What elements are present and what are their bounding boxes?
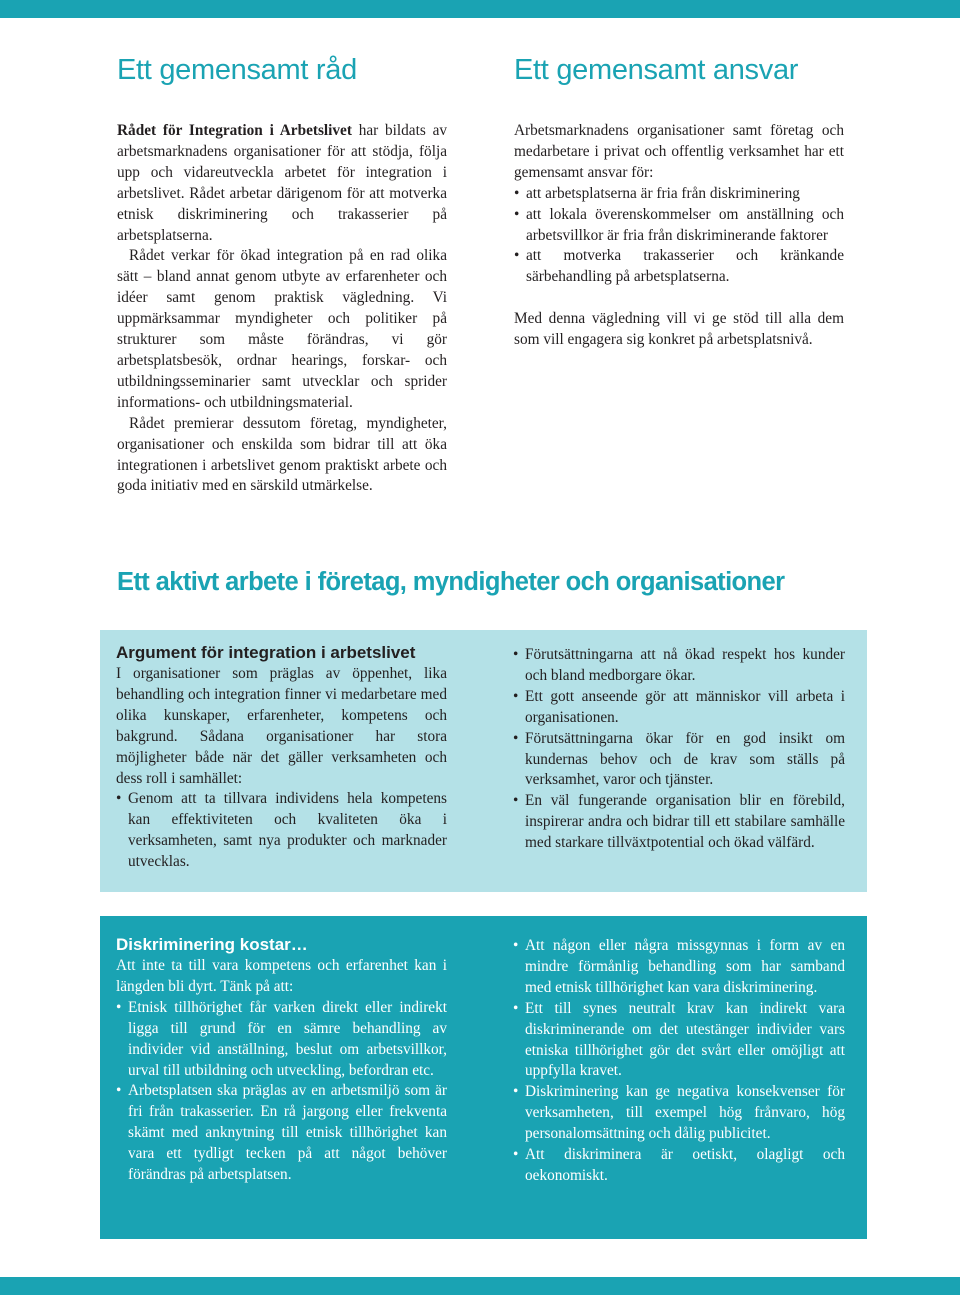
- list-item: • Diskriminering kan ge negativa konsekvenser för verksamheten, till exempel hög frånvaro, hög personalomsättning och dålig publicitet.: [513, 1082, 845, 1145]
- council-name: Rådet för Integration i Arbetslivet: [117, 122, 352, 139]
- arguments-box: [100, 630, 867, 892]
- right-intro: Arbetsmarknadens organisationer samt företag och medarbetare i privat och offentlig verksamhet har ett gemensamt ansvar för:: [514, 122, 844, 181]
- list-item: • Att någon eller några missgynnas i form av en mindre förmånlig behandling som har samband med etnisk tillhörighet kan vara diskriminering.: [513, 936, 845, 999]
- list-item: • En väl fungerande organisation blir en förebild, inspirerar andra och bidrar till ett stabilare samhälle med starkare tillväxtpotential och ökad välfärd.: [513, 791, 845, 854]
- list-item: • att motverka trakasserier och kränkande särbehandling på arbetsplatserna.: [514, 246, 844, 288]
- section-title: Ett aktivt arbete i företag, myndigheter och organisationer: [117, 568, 785, 596]
- discrimination-right-column: [513, 936, 845, 1187]
- arguments-left-list: [116, 789, 447, 873]
- right-column: [514, 121, 844, 351]
- discrimination-box: [100, 916, 867, 1239]
- left-paragraph-3: Rådet premierar dessutom företag, myndigheter, organisationer och enskilda som bidrar till att öka integrationen i arbetslivet genom praktiskt arbete och goda initiativ med en särskild utmärkelse.: [117, 414, 447, 495]
- arguments-left-column: [116, 642, 447, 873]
- list-item: • Ett gott anseende gör att människor vill arbeta i organisationen.: [513, 687, 845, 729]
- list-item: • Genom att ta tillvara individens hela kompetens kan effektiviteten och kvaliteten öka i verksamheten, samt nya produkter och marknader utvecklas.: [116, 789, 447, 873]
- discrimination-intro: Att inte ta till vara kompetens och erfarenhet kan i längden bli dyrt. Tänk på att:: [116, 957, 447, 995]
- top-accent-bar: [0, 0, 960, 18]
- list-item: • Förutsättningarna att nå ökad respekt hos kunder och bland medborgare ökar.: [513, 645, 845, 687]
- arguments-right-column: [513, 645, 845, 854]
- left-paragraph-1: Rådet för Integration i Arbetslivet har bildats av arbetsmarknadens organisationer för att stödja, följa upp och vidareutveckla arbetet för integration i arbetslivet. Rådet arbetar därigenom för att motverka etnisk diskriminering och trakasserier på arbetsplatserna.: [117, 122, 448, 244]
- left-title: Ett gemensamt råd: [117, 54, 357, 86]
- list-item: • Förutsättningarna ökar för en god insikt om kundernas behov och de krav som ställs på verksamhet, varor och tjänster.: [513, 729, 845, 792]
- list-item: • Att diskriminera är oetiskt, olagligt och oekonomiskt.: [513, 1145, 845, 1187]
- discrimination-left-column: [116, 934, 447, 1186]
- arguments-heading: Argument för integration i arbetslivet: [116, 643, 416, 662]
- list-item: • Arbetsplatsen ska präglas av en arbetsmiljö som är fri från trakasserier. En rå jargong eller frekventa skämt med anknytning till etnisk tillhörighet kan vara ett tydligt tecken på att något behöver förändras på arbetsplatsen.: [116, 1081, 447, 1186]
- discrimination-left-list: [116, 998, 447, 1186]
- arguments-intro: I organisationer som präglas av öppenhet, lika behandling och integration finner vi medarbetare med olika kunskaper, erfarenheter, kompetens och bakgrund. Sådana organisationer har stora möjligheter både när det gäller verksamheten och dess roll i samhället:: [116, 665, 447, 787]
- list-item: • att lokala överenskommelser om anställning och arbetsvillkor är fria från diskriminerande faktorer: [514, 205, 844, 247]
- left-paragraph-2: Rådet verkar för ökad integration på en rad olika sätt – bland annat genom utbyte av erfarenheter och idéer samt genom praktisk vägledning. Vi uppmärksammar myndigheter och politiker på strukturer som måste förändras, vi gör arbetsplatsbesök, ordnar hearings, forskar- och utbildningsseminarier samt utvecklar och sprider informations- och utbildningsmaterial.: [117, 247, 447, 411]
- list-item: • att arbetsplatserna är fria från diskriminering: [514, 184, 844, 205]
- discrimination-heading: Diskriminering kostar…: [116, 935, 308, 954]
- right-title: Ett gemensamt ansvar: [514, 54, 799, 86]
- discrimination-right-list: [513, 936, 845, 1187]
- right-outro: Med denna vägledning vill vi ge stöd till alla dem som vill engagera sig konkret på arbetsplatsnivå.: [514, 310, 844, 349]
- list-item: • Etnisk tillhörighet får varken direkt eller indirekt ligga till grund för en sämre behandling av individer vid anställning, beslut om arbetsvillkor, urval till utbildning och utveckling, befordran etc.: [116, 998, 447, 1082]
- responsibility-list: [514, 184, 844, 289]
- list-item: • Ett till synes neutralt krav kan indirekt vara diskriminerande om det utestänger individer vars etniska tillhörighet gör det svårt eller omöjligt att uppfylla kravet.: [513, 999, 845, 1083]
- left-column: [117, 121, 447, 497]
- bottom-accent-bar: [0, 1277, 960, 1295]
- arguments-right-list: [513, 645, 845, 854]
